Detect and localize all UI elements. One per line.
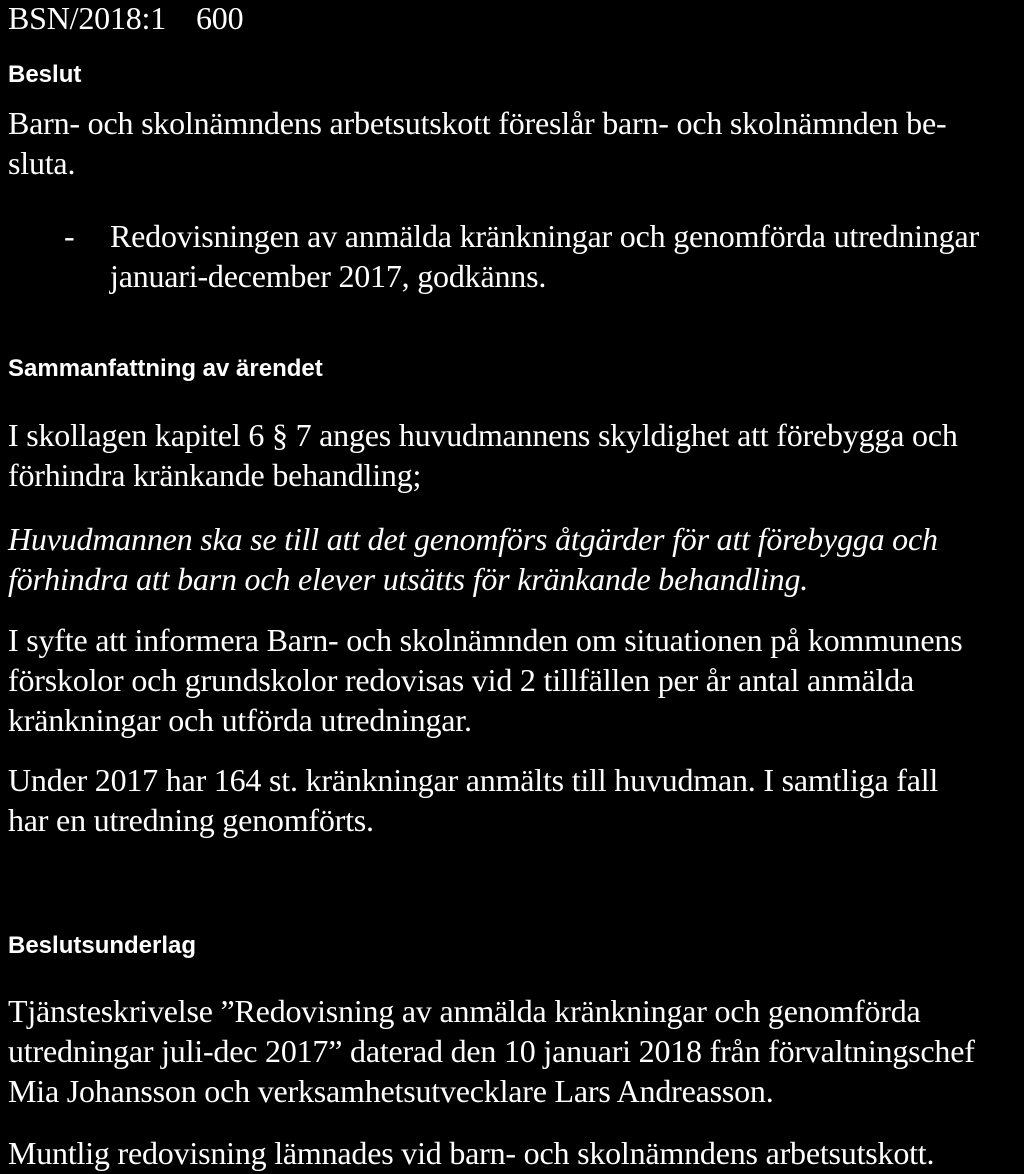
bullet-dash: - [64, 218, 75, 254]
decision-paragraph [8, 103, 1018, 183]
text-line: Under 2017 har 164 st. kränkningar anmälts till huvudman. I samtliga fall [8, 762, 939, 798]
decision-heading: Beslut [8, 61, 82, 88]
basis-paragraph-2 [8, 1133, 1018, 1173]
text-line: Barn- och skolnämndens arbetsutskott föreslår barn- och skolnämnden be- [8, 105, 947, 141]
text-line: I syfte att informera Barn- och skolnämnden om situationen på kommunens [8, 622, 963, 658]
text-line: kränkningar och utförda utredningar. [8, 702, 472, 738]
basis-paragraph-1 [8, 991, 1018, 1111]
text-line: Mia Johansson och verksamhetsutvecklare Lars Andreasson. [8, 1073, 774, 1109]
text-line: har en utredning genomförts. [8, 802, 374, 838]
text-line: januari-december 2017, godkänns. [110, 258, 547, 294]
text-line: förskolor och grundskolor redovisas vid 2 tillfällen per år antal anmälda [8, 662, 915, 698]
reference-number: BSN/2018:1 [8, 0, 167, 36]
text-line: Muntlig redovisning lämnades vid barn- och skolnämndens arbetsutskott. [8, 1135, 935, 1171]
text-line: utredningar juli-dec 2017” daterad den 10 januari 2018 från förvaltningschef [8, 1033, 975, 1069]
text-line: förhindra att barn och elever utsätts för kränkande behandling. [8, 561, 809, 597]
text-line: förhindra kränkande behandling; [8, 457, 422, 493]
decision-bullet-item [110, 216, 1016, 296]
summary-paragraph-2 [8, 620, 1018, 740]
summary-paragraph-3 [8, 760, 1018, 840]
text-line: sluta. [8, 145, 76, 181]
reference-page: 600 [196, 0, 244, 36]
basis-heading: Beslutsunderlag [8, 932, 197, 959]
law-quote [8, 519, 1018, 599]
text-line: I skollagen kapitel 6 § 7 anges huvudmannens skyldighet att förebygga och [8, 417, 958, 453]
summary-paragraph-1 [8, 415, 1018, 495]
text-line: Redovisningen av anmälda kränkningar och genomförda utredningar [110, 218, 979, 254]
summary-heading: Sammanfattning av ärendet [8, 355, 323, 382]
text-line: Huvudmannen ska se till att det genomförs åtgärder för att förebygga och [8, 521, 938, 557]
text-line: Tjänsteskrivelse ”Redovisning av anmälda kränkningar och genomförda [8, 993, 921, 1029]
